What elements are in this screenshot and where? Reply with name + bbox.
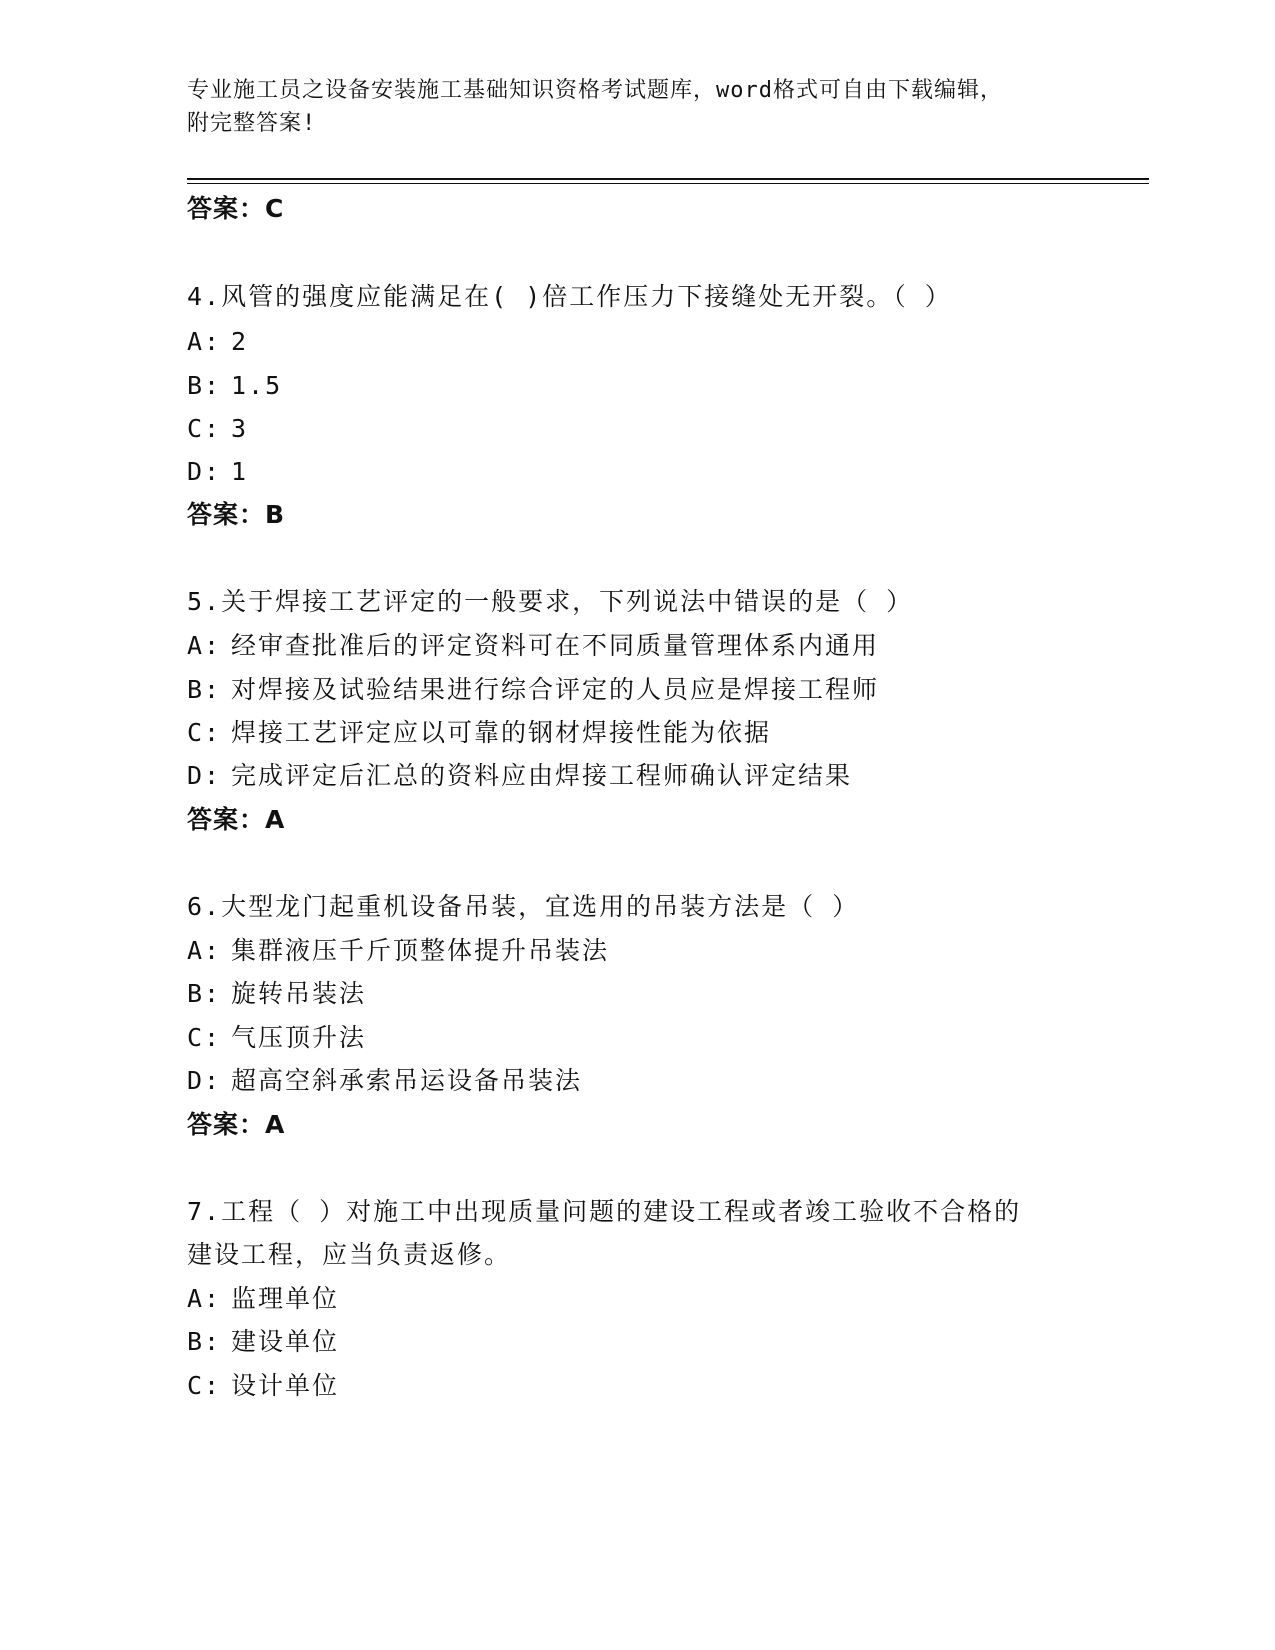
- header-rule-thick: [187, 178, 1149, 180]
- page-header: [187, 74, 1087, 140]
- option-text: 旋转吊装法: [231, 979, 367, 1008]
- option-text: 完成评定后汇总的资料应由焊接工程师确认评定结果: [231, 761, 853, 790]
- header-line-2: 附完整答案!: [187, 111, 317, 136]
- question-7-option-a: [187, 1283, 339, 1315]
- option-letter: B:: [187, 371, 222, 400]
- answer-q5: 答案：A: [187, 805, 286, 834]
- question-4-option-b: [187, 370, 282, 402]
- option-letter: B:: [187, 675, 222, 704]
- question-7-option-b: [187, 1326, 339, 1358]
- question-5-stem: 5.关于焊接工艺评定的一般要求，下列说法中错误的是（ ）: [187, 587, 914, 616]
- question-6-stem: 6.大型龙门起重机设备吊装，宜选用的吊装方法是（ ）: [187, 892, 860, 921]
- option-text: 超高空斜承索吊运设备吊装法: [231, 1066, 583, 1095]
- option-text: 监理单位: [231, 1284, 340, 1313]
- option-text: 设计单位: [231, 1371, 340, 1400]
- question-5-option-a: [187, 630, 879, 662]
- option-text: 集群液压千斤顶整体提升吊装法: [231, 936, 610, 965]
- question-5-option-b: [187, 674, 879, 706]
- option-text: 经审查批准后的评定资料可在不同质量管理体系内通用: [231, 631, 880, 660]
- question-5-option-c: [187, 717, 771, 749]
- option-letter: D:: [187, 761, 222, 790]
- option-text: 气压顶升法: [231, 1023, 367, 1052]
- option-letter: D:: [187, 457, 222, 486]
- option-text: 对焊接及试验结果进行综合评定的人员应是焊接工程师: [231, 675, 880, 704]
- option-text: 建设单位: [231, 1327, 340, 1356]
- option-text: 1: [231, 457, 249, 486]
- header-rule-thin: [187, 183, 1149, 184]
- option-letter: A:: [187, 1284, 222, 1313]
- question-6-option-c: [187, 1022, 366, 1054]
- option-letter: C:: [187, 1023, 222, 1052]
- option-letter: C:: [187, 718, 222, 747]
- option-text: 1.5: [231, 371, 283, 400]
- question-4-option-d: [187, 456, 248, 488]
- question-6-option-d: [187, 1065, 582, 1097]
- question-7-stem-line-2: 建设工程，应当负责返修。: [187, 1240, 512, 1269]
- option-letter: C:: [187, 1371, 222, 1400]
- option-letter: B:: [187, 1327, 222, 1356]
- answer-q3: 答案：C: [187, 194, 285, 223]
- answer-q6: 答案：A: [187, 1110, 286, 1139]
- question-7-option-c: [187, 1370, 339, 1402]
- question-6-option-a: [187, 935, 609, 967]
- option-text: 3: [231, 414, 249, 443]
- question-4-option-c: [187, 413, 248, 445]
- option-letter: C:: [187, 414, 222, 443]
- question-7-stem-line-1: 7.工程（ ）对施工中出现质量问题的建设工程或者竣工验收不合格的: [187, 1197, 1022, 1226]
- question-4-stem: 4.风管的强度应能满足在( )倍工作压力下接缝处无开裂。（ ）: [187, 282, 952, 311]
- option-letter: A:: [187, 631, 222, 660]
- question-5-option-d: [187, 760, 852, 792]
- answer-q4: 答案：B: [187, 500, 286, 529]
- question-6-option-b: [187, 978, 366, 1010]
- option-letter: A:: [187, 327, 222, 356]
- question-4-option-a: [187, 326, 248, 358]
- option-text: 焊接工艺评定应以可靠的钢材焊接性能为依据: [231, 718, 772, 747]
- option-text: 2: [231, 327, 249, 356]
- option-letter: B:: [187, 979, 222, 1008]
- option-letter: D:: [187, 1066, 222, 1095]
- option-letter: A:: [187, 936, 222, 965]
- header-line-1: 专业施工员之设备安装施工基础知识资格考试题库，word格式可自由下载编辑，: [187, 78, 1003, 103]
